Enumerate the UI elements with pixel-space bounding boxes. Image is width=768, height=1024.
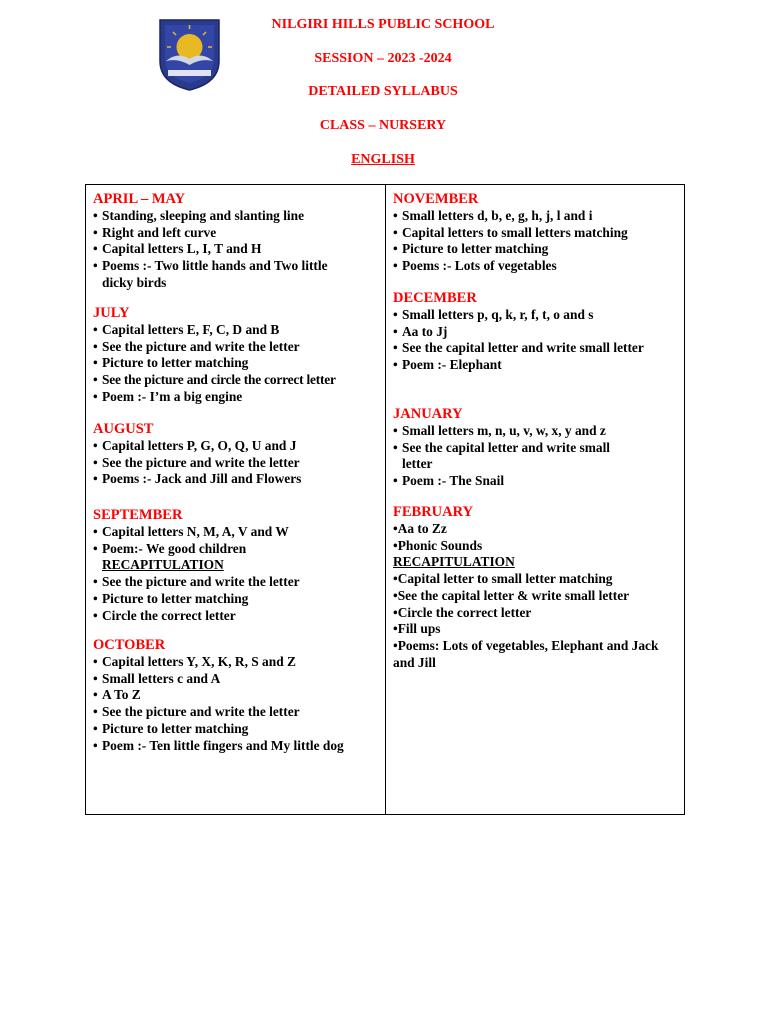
- month-heading: APRIL – MAY: [93, 191, 186, 207]
- month-november: [393, 191, 683, 275]
- month-october: [93, 637, 385, 754]
- list-item: • Capital letters Y, X, K, R, S and Z: [93, 654, 385, 671]
- column-divider: [385, 185, 386, 814]
- list-item: • Small letters d, b, e, g, h, j, l and i: [393, 208, 683, 225]
- month-december: [393, 290, 683, 374]
- recapitulation-label: RECAPITULATION: [393, 554, 515, 570]
- syllabus-table: [85, 184, 685, 815]
- list-item: • See the picture and write the letter: [93, 339, 385, 356]
- list-item: • Picture to letter matching: [393, 241, 683, 258]
- list-item: • A To Z: [93, 687, 385, 704]
- month-heading: DECEMBER: [393, 290, 477, 306]
- list-item: • Poems :- Jack and Jill and Flowers: [93, 471, 385, 488]
- list-item: • Capital letters L, I, T and H: [93, 241, 385, 258]
- list-item: • Small letters p, q, k, r, f, t, o and s: [393, 307, 683, 324]
- session-line: SESSION – 2023 -2024: [314, 51, 452, 66]
- list-item: • Small letters c and A: [93, 671, 385, 688]
- list-item: • Picture to letter matching: [93, 355, 385, 372]
- list-item: • Poems :- Two little hands and Two little dicky birds: [93, 258, 332, 291]
- list-item: • Picture to letter matching: [93, 721, 385, 738]
- month-april-may: [93, 191, 385, 292]
- list-item: • Capital letters P, G, O, Q, U and J: [93, 438, 385, 455]
- subject-label: ENGLISH: [351, 152, 415, 167]
- list-item: • Capital letters to small letters matching: [393, 225, 683, 242]
- list-item: • Capital letters E, F, C, D and B: [93, 322, 385, 339]
- list-item: • Picture to letter matching: [93, 591, 385, 608]
- list-item: • Poem:- We good children: [93, 541, 385, 558]
- list-item: •Capital letter to small letter matching: [393, 571, 613, 587]
- list-item: • Poem :- The Snail: [393, 473, 683, 490]
- list-item: • Aa to Jj: [393, 324, 683, 341]
- list-item: •Aa to Zz: [393, 521, 447, 536]
- list-item: • See the picture and write the letter: [93, 574, 385, 591]
- list-item: •Circle the correct letter: [393, 604, 532, 620]
- list-item: • Small letters m, n, u, v, w, x, y and z: [393, 423, 683, 440]
- school-logo: [154, 17, 225, 92]
- list-item: • See the picture and write the letter: [93, 704, 385, 721]
- month-heading: JANUARY: [393, 406, 463, 422]
- month-august: [93, 421, 385, 488]
- list-item: • Circle the correct letter: [93, 608, 385, 625]
- list-item: • Poem :- I’m a big engine: [93, 389, 385, 406]
- month-heading: OCTOBER: [93, 637, 166, 653]
- list-item: • Capital letters N, M, A, V and W: [93, 524, 385, 541]
- month-heading: FEBRUARY: [393, 504, 474, 520]
- month-september: [93, 507, 385, 624]
- month-february: [393, 504, 683, 671]
- list-item: • See the picture and circle the correct letter: [93, 372, 385, 389]
- month-heading: NOVEMBER: [393, 191, 479, 207]
- list-item: • Poem :- Ten little fingers and My little dog: [93, 738, 364, 755]
- list-item: •Phonic Sounds: [393, 537, 483, 553]
- list-item: • Right and left curve: [93, 225, 385, 242]
- list-item: • Standing, sleeping and slanting line: [93, 208, 385, 225]
- school-name: NILGIRI HILLS PUBLIC SCHOOL: [271, 17, 495, 32]
- month-heading: SEPTEMBER: [93, 507, 183, 523]
- month-january: [393, 406, 683, 490]
- school-crest-icon: [154, 17, 225, 92]
- class-line: CLASS – NURSERY: [319, 118, 447, 133]
- list-item: •Poems: Lots of vegetables, Elephant and Jack and Jill: [393, 637, 659, 670]
- list-item: • Poems :- Lots of vegetables: [393, 258, 683, 275]
- list-item: • See the capital letter and write small letter: [393, 440, 617, 473]
- list-item: •See the capital letter & write small letter: [393, 587, 630, 603]
- month-heading: JULY: [93, 305, 130, 321]
- subject-line: [230, 152, 536, 168]
- list-item: • Poem :- Elephant: [393, 357, 683, 374]
- syllabus-title: DETAILED SYLLABUS: [308, 84, 458, 99]
- recapitulation-label: RECAPITULATION: [102, 557, 224, 573]
- month-heading: AUGUST: [93, 421, 154, 437]
- list-item: • See the picture and write the letter: [93, 455, 385, 472]
- list-item: • See the capital letter and write small letter: [393, 340, 657, 357]
- list-item: •Fill ups: [393, 621, 441, 637]
- month-july: [93, 305, 385, 406]
